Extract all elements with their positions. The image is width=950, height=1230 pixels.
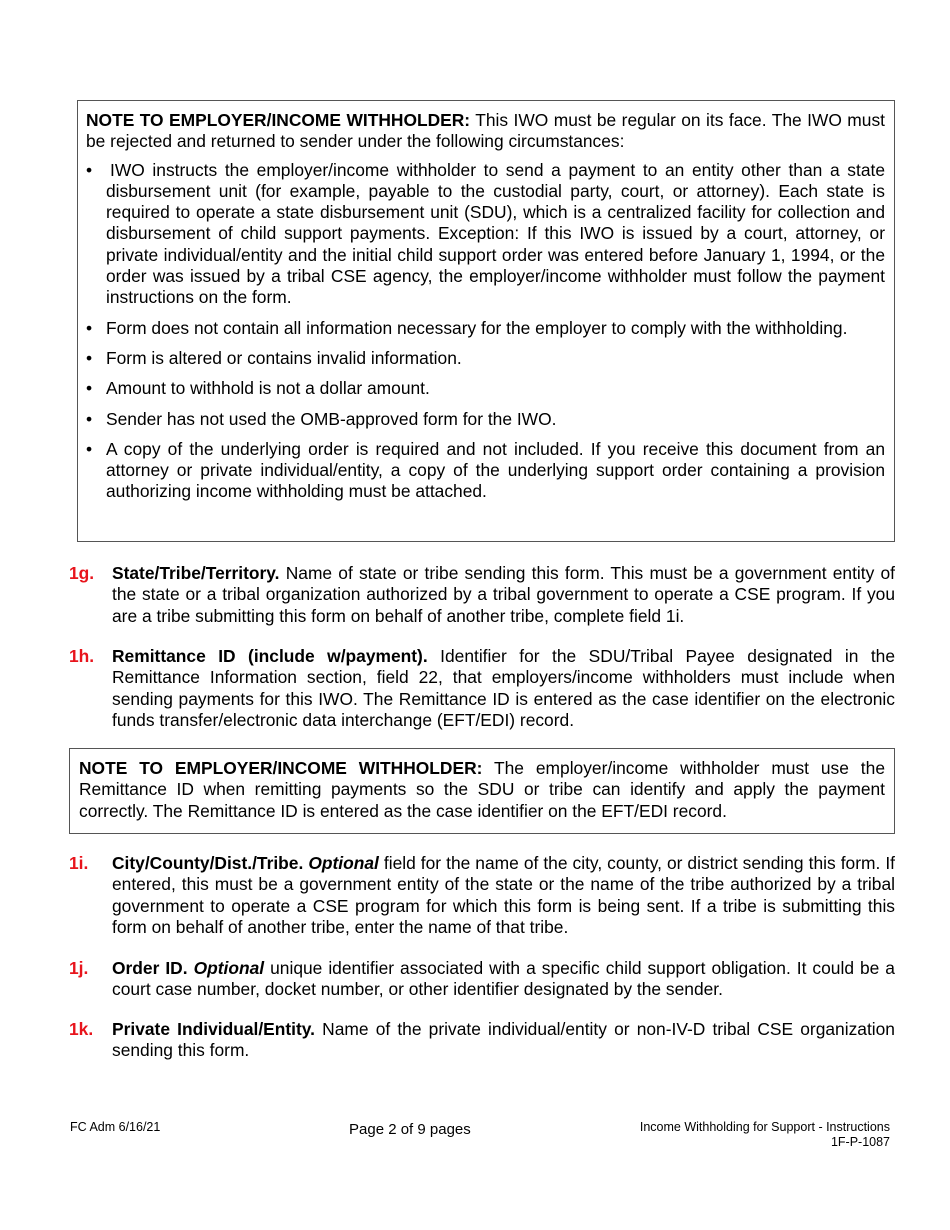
bullet-icon: •: [86, 159, 93, 180]
field-label: Remittance ID (include w/payment).: [112, 646, 428, 666]
bullet-icon: •: [86, 317, 93, 338]
optional-tag: Optional: [308, 853, 379, 873]
note-heading: NOTE TO EMPLOYER/INCOME WITHHOLDER:: [86, 110, 471, 130]
optional-tag: Optional: [193, 958, 265, 978]
note-to-employer-box: [77, 100, 895, 542]
page-number: Page 2 of 9 pages: [349, 1121, 471, 1138]
form-revision-date: FC Adm 6/16/21: [70, 1120, 161, 1134]
list-item: • A copy of the underlying order is required and not included. If you receive this document from an attorney or private individual/entity, a copy of the underlying support order containing a provision authorizing income withholding must be attached.: [86, 438, 885, 502]
note-heading: NOTE TO EMPLOYER/INCOME WITHHOLDER:: [79, 758, 483, 778]
field-number: 1g.: [69, 563, 95, 583]
form-title: Income Withholding for Support - Instructions: [639, 1120, 890, 1134]
form-code: 1F-P-1087: [830, 1135, 890, 1149]
field-description: Identifier for the SDU/Tribal Payee designated in the Remittance Information section, field 22, that employers/income withholders must include when sending payments for this IWO. The Remittance ID is entered as the case identifier on the electronic funds transfer/electronic data interchange (EFT/EDI) record.: [112, 646, 896, 730]
field-1j-order-id: [69, 958, 895, 1001]
remittance-note-box: [69, 748, 895, 834]
list-item: • IWO instructs the employer/income withholder to send a payment to an entity other than a state disbursement unit (for example, payable to the custodial party, court, or attorney). Each state is required to operate a state disbursement unit (SDU), which is a centralized facility for collection and disbursement of child support payments. Exception: If this IWO is issued by a court, attorney, or private individual/entity and the initial child support order was entered before January 1, 1994, or the order was issued by a tribal CSE agency, the employer/income withholder must follow the payment instructions on the form.: [86, 159, 885, 308]
field-label: Order ID.: [112, 958, 188, 978]
field-number: 1k.: [69, 1019, 94, 1039]
rejection-reasons-list: [86, 160, 885, 503]
list-item: • Form does not contain all information necessary for the employer to comply with the withholding.: [86, 317, 848, 338]
note-text: The employer/income withholder must use the Remittance ID when remitting payments so the SDU or tribe can identify and apply the payment correctly. The Remittance ID is entered as the case identifier on the EFT/EDI record.: [79, 758, 885, 821]
field-label: City/County/Dist./Tribe.: [112, 853, 304, 873]
field-1i-city-county: [69, 853, 895, 938]
field-1h-remittance-id: [69, 646, 895, 731]
list-item: • Amount to withhold is not a dollar amount.: [86, 378, 430, 399]
field-description: Name of state or tribe sending this form. This must be a government entity of the state or a tribal organization authorized by a tribal government to operate a CSE program. If you are a tribe submitting this form on behalf of another tribe, complete field 1i.: [112, 563, 895, 626]
field-1g-state-tribe-territory: [69, 563, 895, 627]
bullet-icon: •: [86, 378, 93, 399]
bullet-icon: •: [86, 438, 93, 459]
field-number: 1h.: [69, 646, 95, 666]
field-label: State/Tribe/Territory.: [112, 563, 280, 583]
field-number: 1j.: [69, 958, 89, 978]
field-description: field for the name of the city, county, or district sending this form. If entered, this must be a government entity of the state or the name of the tribe authorized by a tribal government to operate a CSE program for which this form is being sent. If a tribe is submitting this form on behalf of another tribe, enter the name of that tribe.: [112, 853, 895, 937]
field-number: 1i.: [69, 853, 89, 873]
field-label: Private Individual/Entity.: [112, 1019, 315, 1039]
field-description: Name of the private individual/entity or non-IV-D tribal CSE organization sending this form.: [112, 1019, 895, 1061]
note-text: This IWO must be regular on its face. The IWO must be rejected and returned to sender under the following circumstances:: [86, 110, 885, 152]
form-title-footer: [640, 1120, 890, 1150]
bullet-icon: •: [86, 408, 93, 429]
field-1k-private-individual: [69, 1019, 895, 1062]
list-item: • Sender has not used the OMB-approved form for the IWO.: [86, 408, 557, 429]
note-intro: [86, 110, 885, 153]
field-description: unique identifier associated with a specific child support obligation. It could be a court case number, docket number, or other identifier designated by the sender.: [112, 958, 895, 1000]
list-item: • Form is altered or contains invalid information.: [86, 347, 462, 368]
bullet-icon: •: [86, 347, 93, 368]
